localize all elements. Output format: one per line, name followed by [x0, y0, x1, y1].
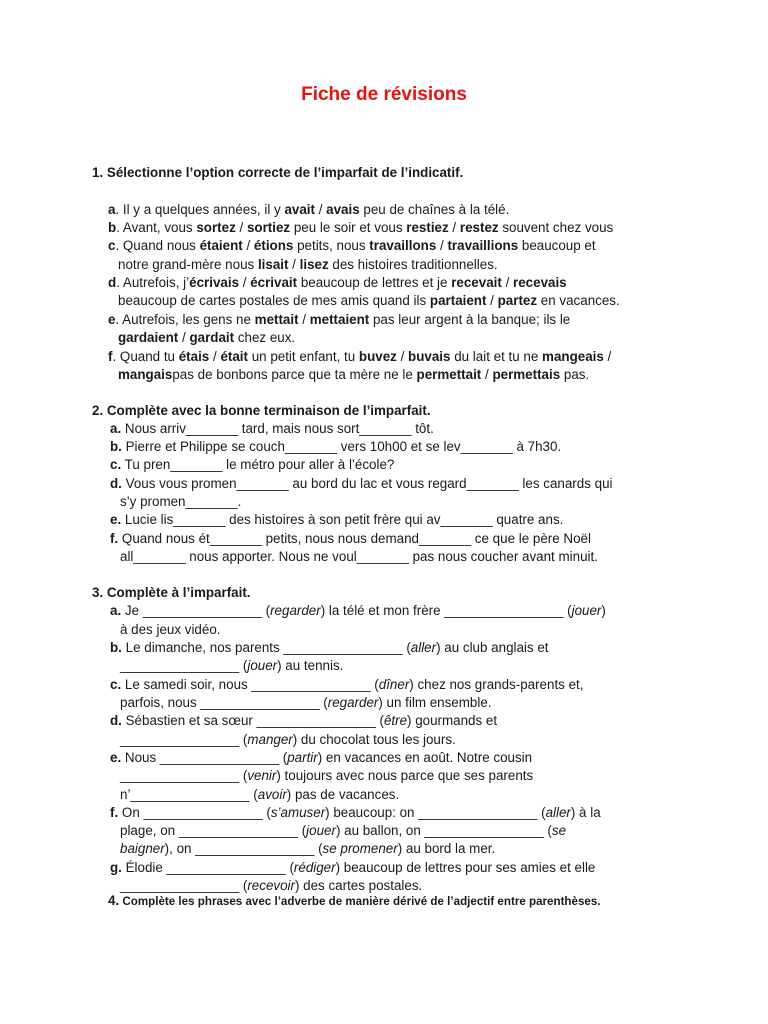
section-4-text: Complète les phrases avec l’adverbe de manière dérivé de l’adjectif entre parenthèses. [119, 895, 601, 908]
text-run: aller [545, 805, 571, 820]
s3-line-f2 [120, 822, 566, 840]
text-run: ) pas de vacances. [286, 787, 400, 802]
text-run: ________________ ( [120, 878, 248, 893]
text-run: / [436, 238, 448, 253]
text-run: f. [110, 805, 119, 820]
text-run: g. [110, 860, 122, 875]
s3-line-e3 [120, 786, 399, 804]
text-run: un petit enfant, tu [247, 349, 359, 364]
text-run: Nous ________________ ( [121, 750, 288, 765]
text-run: beaucoup et [518, 238, 596, 253]
text-run: manger [247, 732, 293, 747]
text-run: Pierre et Philippe se couch_______ vers 10h00 et se lev_______ à 7h30. [121, 439, 562, 454]
text-run: ) toujours avec nous parce que ses parents [276, 768, 534, 783]
text-run: Nous arriv_______ tard, mais nous sort_______ tôt. [121, 421, 434, 436]
text-run: travaillions [447, 238, 519, 253]
s3-line-f3 [120, 840, 495, 858]
text-run: peu de chaînes à la télé. [359, 202, 510, 217]
section-3-heading: 3. Complète à l’imparfait. [92, 585, 251, 600]
s1-line-f1 [108, 348, 611, 366]
text-run: ) au bord la mer. [397, 841, 496, 856]
text-run: c. [110, 677, 122, 692]
text-run: écrivais [189, 275, 240, 290]
text-run: ) au club anglais et [436, 640, 549, 655]
s3-line-c1 [110, 676, 583, 694]
text-run: ) chez nos grands-parents et, [409, 677, 584, 692]
text-run: était [220, 349, 248, 364]
text-run: ) beaucoup: on ________________ ( [325, 805, 546, 820]
text-run: jouer [306, 823, 336, 838]
s2-line-d2 [120, 493, 241, 511]
s3-line-e2 [120, 767, 533, 785]
s1-line-c2 [118, 256, 498, 274]
text-run: ) gourmands et [407, 713, 498, 728]
text-run: jouer [247, 658, 278, 673]
text-run: ________________ ( [120, 732, 248, 747]
text-run: regarder [327, 695, 379, 710]
text-run: c [108, 238, 116, 253]
text-run: recevoir [247, 878, 295, 893]
text-run: ) la télé et mon frère ________________ ( [320, 603, 572, 618]
text-run: / [209, 349, 221, 364]
text-run: mettaient [309, 312, 370, 327]
text-run: regarder [270, 603, 321, 618]
text-run: . Quand nous [115, 238, 200, 253]
text-run: Je ________________ ( [121, 603, 271, 618]
text-run: ) un film ensemble. [378, 695, 492, 710]
text-run: sortiez [246, 220, 291, 235]
text-run: / [178, 330, 190, 345]
text-run: recevais [513, 275, 567, 290]
text-run: . Avant, vous [116, 220, 197, 235]
s3-line-f1 [110, 804, 601, 822]
text-run: ) en vacances en août. Notre cousin [317, 750, 533, 765]
text-run: ), on ________________ ( [164, 841, 323, 856]
text-run: partaient [429, 293, 487, 308]
text-run: pas. [560, 367, 590, 382]
text-run: e [108, 312, 116, 327]
text-run: Le samedi soir, nous ________________ ( [121, 677, 379, 692]
text-run: à des jeux vidéo. [120, 622, 221, 637]
text-run: Quand nous ét_______ petits, nous nous demand_______ ce que le père Noël [118, 531, 591, 546]
text-run: n’________________ ( [120, 787, 258, 802]
s3-line-e1 [110, 749, 532, 767]
text-run: se promener [322, 841, 398, 856]
text-run: se [551, 823, 567, 838]
text-run: b [108, 220, 117, 235]
text-run: beaucoup de cartes postales de mes amis quand ils [118, 293, 430, 308]
text-run: écrivait [250, 275, 298, 290]
text-run: ________________ ( [120, 658, 248, 673]
text-run: plage, on ________________ ( [120, 823, 307, 838]
text-run: ) au ballon, on ________________ ( [335, 823, 552, 838]
s3-line-d1 [110, 712, 497, 730]
text-run: Élodie ________________ ( [121, 860, 294, 875]
text-run: . Il y a quelques années, il y [115, 202, 285, 217]
text-run: travaillons [369, 238, 437, 253]
text-run: recevait [451, 275, 502, 290]
s1-line-f2 [118, 366, 589, 384]
text-run: d. [110, 476, 122, 491]
text-run: Lucie lis_______ des histoires à son petit frère qui av_______ quatre ans. [121, 512, 564, 527]
text-run: Tu pren_______ le métro pour aller à l’école? [121, 457, 395, 472]
text-run: b. [110, 640, 122, 655]
text-run: / [239, 275, 251, 290]
text-run: étais [178, 349, 210, 364]
section-1-heading: 1. Sélectionne l’option correcte de l’imparfait de l’indicatif. [92, 165, 464, 180]
text-run: / [448, 220, 460, 235]
text-run: mangeais [542, 349, 604, 364]
s2-line-c [110, 456, 394, 474]
text-run: ) du chocolat tous les jours. [292, 732, 456, 747]
text-run: / [235, 220, 247, 235]
text-run: d. [110, 713, 122, 728]
text-run: ) beaucoup de lettres pour ses amies et elle [335, 860, 596, 875]
text-run: pas leur argent à la banque; ils le [369, 312, 571, 327]
text-run: Vous vous promen_______ au bord du lac et vous regard_______ les canards qui [121, 476, 613, 491]
text-run: mettait [254, 312, 299, 327]
s3-line-g1 [110, 859, 595, 877]
text-run: ) [601, 603, 606, 618]
s2-line-e [110, 511, 563, 529]
s1-line-e2 [118, 329, 295, 347]
text-run: ________________ ( [120, 768, 248, 783]
text-run: s’amuser [270, 805, 326, 820]
text-run: / [603, 349, 612, 364]
text-run: e. [110, 512, 122, 527]
text-run: lisait [257, 257, 289, 272]
text-run: pas de bonbons parce que ta mère ne le [172, 367, 417, 382]
page-title: Fiche de révisions [301, 84, 467, 105]
text-run: mangais [118, 367, 173, 382]
s1-line-d1 [108, 274, 567, 292]
text-run: parfois, nous ________________ ( [120, 695, 328, 710]
s2-line-f1 [110, 530, 591, 548]
text-run: rédiger [293, 860, 336, 875]
text-run: du lait et tu ne [450, 349, 543, 364]
text-run: partir [287, 750, 318, 765]
text-run: en vacances. [537, 293, 620, 308]
text-run: b. [110, 439, 122, 454]
text-run: c. [110, 457, 122, 472]
text-run: souvent chez vous [498, 220, 614, 235]
section-4-number: 4. [108, 893, 120, 908]
s3-line-b2 [120, 657, 343, 675]
text-run: . Autrefois, les gens ne [115, 312, 255, 327]
text-run: venir [247, 768, 277, 783]
s2-line-d1 [110, 475, 613, 493]
text-run: partez [497, 293, 538, 308]
text-run: permettait [416, 367, 482, 382]
text-run: peu le soir et vous [290, 220, 407, 235]
text-run: a. [110, 603, 122, 618]
s3-line-a2 [120, 621, 221, 639]
text-run: dîner [378, 677, 410, 692]
text-run: a [108, 202, 116, 217]
text-run: chez eux. [234, 330, 296, 345]
text-run: permettais [492, 367, 561, 382]
text-run: / [396, 349, 409, 364]
s1-line-d2 [118, 292, 620, 310]
text-run: avoir [257, 787, 287, 802]
text-run: baigner [120, 841, 165, 856]
text-run: . Autrefois, j’ [116, 275, 190, 290]
text-run: ) à la [570, 805, 601, 820]
s1-line-a1 [108, 201, 509, 219]
text-run: buvais [408, 349, 451, 364]
text-run: être [383, 713, 408, 728]
text-run: beaucoup de lettres et je [297, 275, 452, 290]
text-run: restiez [406, 220, 449, 235]
text-run: On ________________ ( [118, 805, 271, 820]
text-run: sortez [196, 220, 236, 235]
section-4-heading [108, 892, 601, 911]
text-run: des histoires traditionnelles. [328, 257, 498, 272]
text-run: petits, nous [293, 238, 370, 253]
text-run: / [298, 312, 310, 327]
text-run: ) des cartes postales. [294, 878, 423, 893]
text-run: Sébastien et sa sœur ________________ ( [121, 713, 384, 728]
s2-line-b [110, 438, 561, 456]
text-run: / [242, 238, 254, 253]
text-run: restez [459, 220, 499, 235]
s3-line-a1 [110, 602, 606, 620]
text-run: avait [284, 202, 315, 217]
text-run: buvez [358, 349, 397, 364]
text-run: jouer [571, 603, 602, 618]
text-run: lisez [299, 257, 329, 272]
text-run: d [108, 275, 117, 290]
s3-line-c2 [120, 694, 491, 712]
section-2-heading: 2. Complète avec la bonne terminaison de l’imparfait. [92, 403, 431, 418]
text-run: aller [410, 640, 437, 655]
s3-line-b1 [110, 639, 549, 657]
text-run: avais [326, 202, 360, 217]
text-run: / [314, 202, 327, 217]
text-run: ) au tennis. [277, 658, 344, 673]
s3-line-d2 [120, 731, 456, 749]
s2-line-a [110, 420, 434, 438]
text-run: f [108, 349, 113, 364]
text-run: / [486, 293, 498, 308]
text-run: a. [110, 421, 122, 436]
text-run: e. [110, 750, 122, 765]
s1-line-e1 [108, 311, 570, 329]
text-run: all_______ nous apporter. Nous ne voul_______ pas nous coucher avant minuit. [120, 549, 598, 564]
s1-line-b1 [108, 219, 613, 237]
text-run: s’y promen_______. [120, 494, 242, 509]
text-run: . Quand tu [112, 349, 179, 364]
text-run: f. [110, 531, 119, 546]
text-run: notre grand-mère nous [118, 257, 258, 272]
text-run: / [481, 367, 493, 382]
text-run: gardait [189, 330, 235, 345]
s2-line-f2 [120, 548, 598, 566]
s1-line-c1 [108, 237, 596, 255]
text-run: étions [253, 238, 294, 253]
text-run: / [501, 275, 514, 290]
text-run: / [288, 257, 300, 272]
text-run: Le dimanche, nos parents ________________ ( [121, 640, 411, 655]
text-run: étaient [199, 238, 243, 253]
text-run: gardaient [118, 330, 179, 345]
